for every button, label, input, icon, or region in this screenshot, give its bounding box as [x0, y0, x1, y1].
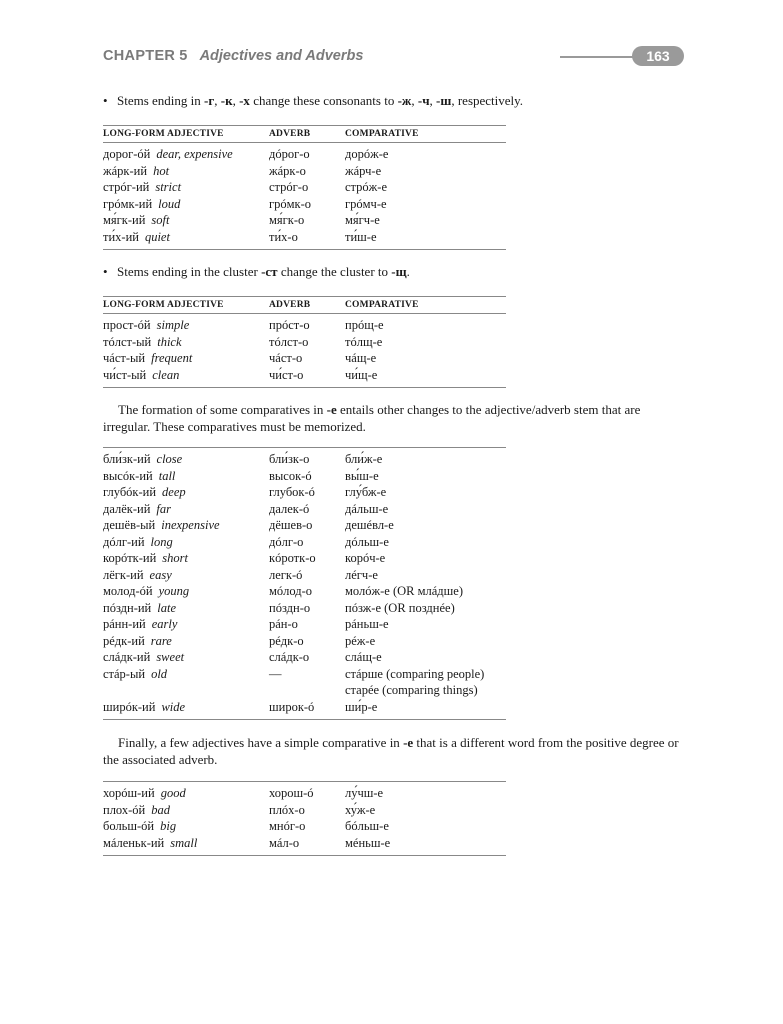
table-row: [103, 335, 506, 352]
adverb: жáрк-о: [269, 163, 306, 178]
comparative: жáрч-е: [345, 163, 382, 178]
adjective: дорог-óй: [103, 147, 151, 161]
bullet-stems-gkx: • Stems ending in -г, -к, -х change these consonants to -ж, -ч, -ш, respectively.: [103, 93, 524, 108]
table-row: [103, 318, 506, 335]
ending: -щ: [391, 264, 407, 279]
text: Finally, a few adjectives have a simple comparative in: [118, 735, 404, 750]
table-header: [103, 126, 506, 143]
adverb: дóрог-о: [269, 147, 310, 161]
adverb: мя́гк-о: [269, 213, 305, 227]
adverb: прóст-о: [269, 318, 310, 332]
table-row: [103, 568, 506, 585]
table-row: [103, 650, 506, 667]
adjective-cell: [103, 683, 109, 698]
adjective: тóлст-ый: [103, 334, 152, 349]
text: Stems ending in: [117, 93, 205, 108]
adjective: больш-óй: [103, 819, 155, 833]
adjective: жáрк-ий: [103, 163, 148, 178]
gloss: tall: [158, 468, 176, 483]
gloss: frequent: [151, 351, 193, 365]
table-body: [103, 314, 506, 387]
table-row: [103, 551, 506, 568]
adjective-cell: [103, 230, 170, 245]
gloss: wide: [161, 699, 186, 714]
adverb: кóротк-о: [269, 551, 316, 565]
bullet-stems-st: • Stems ending in the cluster -ст change the cluster to -щ.: [103, 264, 410, 279]
table-row: [103, 667, 506, 684]
header-comparative: COMPARATIVE: [345, 129, 419, 139]
adverb: мáл-о: [269, 835, 300, 850]
gloss: far: [156, 501, 172, 516]
adjective-cell: [103, 667, 167, 682]
adjective-cell: [103, 518, 220, 533]
adjective-cell: [103, 601, 176, 616]
adverb: бли́зк-о: [269, 452, 310, 466]
running-header: [103, 48, 685, 68]
adjective-cell: [103, 197, 180, 212]
comparative: рéж-е: [345, 633, 376, 648]
table-header: [103, 297, 506, 314]
table-row: [103, 518, 506, 535]
gloss: close: [156, 452, 183, 466]
adverb: грóмк-о: [269, 196, 312, 211]
comparative: ши́р-е: [345, 699, 378, 714]
adverb: рáн-о: [269, 617, 298, 631]
header-long-form: LONG-FORM ADJECTIVE: [103, 300, 224, 310]
table-row: [103, 197, 506, 214]
adjective: далёк-ий: [103, 501, 151, 516]
adjective: чáст-ый: [103, 351, 146, 365]
adjective-cell: [103, 803, 170, 818]
adverb: чáст-о: [269, 351, 303, 365]
adverb: легк-ó: [269, 567, 303, 582]
chapter-number: 5: [179, 48, 188, 64]
ending: -к: [220, 93, 233, 108]
table-row: [103, 164, 506, 181]
table-row: [103, 180, 506, 197]
gloss: small: [170, 835, 198, 850]
adverb: чи́ст-о: [269, 367, 304, 382]
adjective: молод-óй: [103, 584, 153, 598]
comparative: ти́ш-е: [345, 229, 377, 244]
comparative: чáщ-е: [345, 351, 377, 365]
adjective: чи́ст-ый: [103, 367, 147, 382]
table-body: [103, 782, 506, 855]
text: change these consonants to: [249, 93, 398, 108]
comparative: грóмч-е: [345, 196, 387, 211]
adjective: ширóк-ий: [103, 699, 156, 714]
comparative: старéе (comparing things): [345, 683, 478, 697]
gloss: thick: [157, 334, 182, 349]
gloss: sweet: [156, 650, 185, 664]
comparative: бли́ж-е: [345, 452, 383, 466]
adjective: мáленьк-ий: [103, 835, 165, 850]
table-row: [103, 230, 506, 247]
gloss: easy: [149, 567, 172, 582]
adjective-cell: [103, 786, 186, 801]
page-number: 163: [632, 46, 684, 66]
ending: -х: [239, 93, 250, 108]
adjective: стрóг-ий: [103, 180, 150, 194]
table-row: [103, 351, 506, 368]
adjective: рáнн-ий: [103, 617, 146, 631]
ending: -г: [204, 93, 215, 108]
adjective: хорóш-ий: [103, 786, 155, 800]
comparative: лу́чш-е: [345, 786, 384, 800]
table-row: [103, 617, 506, 634]
chapter-subtitle: Adjectives and Adverbs: [199, 48, 364, 64]
table-irregular: [103, 447, 506, 720]
adjective-cell: [103, 485, 186, 500]
ending: -ч: [417, 93, 430, 108]
comparative: пóзж-е (OR позднéе): [345, 600, 455, 615]
gloss: loud: [158, 196, 181, 211]
comparative: мéньш-е: [345, 835, 391, 850]
comparative: молóж-е (OR млáдше): [345, 584, 463, 598]
gloss: deep: [162, 485, 186, 499]
gloss: rare: [150, 633, 172, 648]
adjective: дóлг-ий: [103, 534, 145, 549]
ending: -е: [326, 402, 337, 417]
comparative: ху́ж-е: [345, 802, 376, 817]
text: change the cluster to: [277, 264, 392, 279]
table-body: [103, 448, 506, 719]
table-row: [103, 535, 506, 552]
table-row: [103, 836, 506, 853]
adjective: глубóк-ий: [103, 485, 157, 499]
adverb: хорош-ó: [269, 786, 314, 800]
adjective: прост-óй: [103, 318, 151, 332]
text: that is a different word from the positive degree or the associated adverb.: [103, 735, 679, 767]
table-row: [103, 502, 506, 519]
adjective: ти́х-ий: [103, 229, 139, 244]
adverb: далек-ó: [269, 501, 310, 516]
text: entails other changes to the adjective/adverb stem that are irregular. These comparatives must be memorized.: [103, 402, 641, 434]
header-long-form: LONG-FORM ADJECTIVE: [103, 129, 224, 139]
adjective-cell: [103, 535, 173, 550]
adverb: мóлод-о: [269, 584, 313, 598]
adjective-cell: [103, 180, 181, 195]
gloss: old: [151, 666, 168, 681]
gloss: dear, expensive: [156, 147, 233, 161]
adjective-cell: [103, 318, 189, 333]
table-row: [103, 601, 506, 618]
adverb: дёшев-о: [269, 518, 313, 532]
comparative: корóч-е: [345, 551, 386, 565]
gloss: young: [158, 584, 190, 598]
adjective-cell: [103, 469, 175, 484]
adjective: плох-óй: [103, 802, 146, 817]
comparative: дорóж-е: [345, 147, 389, 161]
text: The formation of some comparatives in: [118, 402, 327, 417]
gloss: short: [162, 551, 188, 565]
adjective: стáр-ый: [103, 666, 146, 681]
comparative: вы́ш-е: [345, 468, 379, 483]
adverb: глубок-ó: [269, 485, 315, 499]
table-row: [103, 683, 506, 700]
adjective-cell: [103, 584, 189, 599]
adverb: рéдк-о: [269, 633, 304, 648]
comparative: мя́гч-е: [345, 213, 380, 227]
adjective-cell: [103, 147, 233, 162]
text: , respectively.: [451, 93, 524, 108]
adjective-cell: [103, 551, 188, 566]
table-row: [103, 469, 506, 486]
gloss: inexpensive: [161, 518, 220, 532]
table-row: [103, 700, 506, 717]
paragraph-suppletive: [103, 735, 683, 768]
adverb: —: [269, 666, 282, 681]
adjective: корóтк-ий: [103, 551, 157, 565]
table-row: [103, 485, 506, 502]
gloss: good: [160, 786, 186, 800]
adjective-cell: [103, 164, 169, 179]
comparative: слáщ-е: [345, 650, 382, 664]
table-body: [103, 143, 506, 249]
header-adverb: ADVERB: [269, 129, 311, 139]
text: Stems ending in the cluster: [117, 264, 262, 279]
gloss: quiet: [144, 229, 170, 244]
comparative: тóлщ-е: [345, 334, 383, 349]
comparative: лéгч-е: [345, 567, 378, 582]
table-row: [103, 634, 506, 651]
adverb: тóлст-о: [269, 334, 309, 349]
adjective-cell: [103, 650, 184, 665]
gloss: clean: [152, 367, 180, 382]
table-row: [103, 213, 506, 230]
ending: -е: [403, 735, 414, 750]
paragraph-irregular: [103, 402, 683, 435]
comparative: дáльш-е: [345, 501, 389, 516]
adverb: высок-ó: [269, 468, 312, 483]
comparative: дешéвл-е: [345, 518, 394, 532]
ending: -ж: [397, 93, 412, 108]
gloss: early: [151, 617, 178, 631]
gloss: soft: [151, 213, 170, 227]
table-consonant-change: [103, 125, 506, 250]
adjective-cell: [103, 819, 176, 834]
comparative: рáньш-е: [345, 617, 389, 631]
adjective-cell: [103, 568, 172, 583]
table-row: [103, 786, 506, 803]
adjective: дешёв-ый: [103, 518, 156, 532]
gloss: long: [150, 534, 173, 549]
table-row: [103, 803, 506, 820]
text: .: [406, 264, 410, 279]
adjective: высóк-ий: [103, 468, 153, 483]
adjective-cell: [103, 502, 171, 517]
comparative: стáрше (comparing people): [345, 666, 485, 681]
adjective-cell: [103, 617, 177, 632]
adjective-cell: [103, 836, 197, 851]
chapter-label: CHAPTER: [103, 48, 176, 64]
adjective-cell: [103, 452, 182, 467]
table-row: [103, 452, 506, 469]
adverb: дóлг-о: [269, 534, 304, 549]
table-cluster-change: [103, 296, 506, 388]
adjective: слáдк-ий: [103, 650, 151, 664]
ending: -ш: [436, 93, 452, 108]
adverb: ти́х-о: [269, 229, 298, 244]
adverb: пóздн-о: [269, 600, 311, 615]
header-comparative: COMPARATIVE: [345, 300, 419, 310]
table-suppletive: [103, 781, 506, 856]
adjective-cell: [103, 213, 169, 228]
gloss: simple: [156, 318, 190, 332]
table-row: [103, 147, 506, 164]
adjective: грóмк-ий: [103, 196, 153, 211]
gloss: hot: [153, 163, 170, 178]
adjective-cell: [103, 335, 182, 350]
gloss: bad: [151, 802, 170, 817]
gloss: big: [160, 819, 177, 833]
comparative: чи́щ-е: [345, 367, 378, 382]
adjective: рéдк-ий: [103, 633, 145, 648]
adjective: бли́зк-ий: [103, 452, 151, 466]
adjective-cell: [103, 368, 179, 383]
gloss: strict: [155, 180, 182, 194]
adjective-cell: [103, 634, 172, 649]
chapter-title: [103, 48, 363, 64]
header-adverb: ADVERB: [269, 300, 311, 310]
adverb: слáдк-о: [269, 650, 310, 664]
comparative: бóльш-е: [345, 819, 389, 833]
comparative: дóльш-е: [345, 534, 389, 549]
table-row: [103, 819, 506, 836]
adjective-cell: [103, 700, 185, 715]
table-row: [103, 368, 506, 385]
adjective-cell: [103, 351, 192, 366]
adjective: мя́гк-ий: [103, 213, 146, 227]
table-row: [103, 584, 506, 601]
ending: -ст: [261, 264, 278, 279]
adverb: плóх-о: [269, 802, 305, 817]
adjective: лёгк-ий: [103, 567, 144, 582]
comparative: стрóж-е: [345, 180, 388, 194]
comparative: глу́бж-е: [345, 485, 387, 499]
adverb: мнóг-о: [269, 819, 306, 833]
adjective: пóздн-ий: [103, 600, 152, 615]
adverb: стрóг-о: [269, 180, 309, 194]
comparative: прóщ-е: [345, 318, 384, 332]
gloss: late: [157, 600, 176, 615]
adverb: широк-ó: [269, 699, 315, 714]
